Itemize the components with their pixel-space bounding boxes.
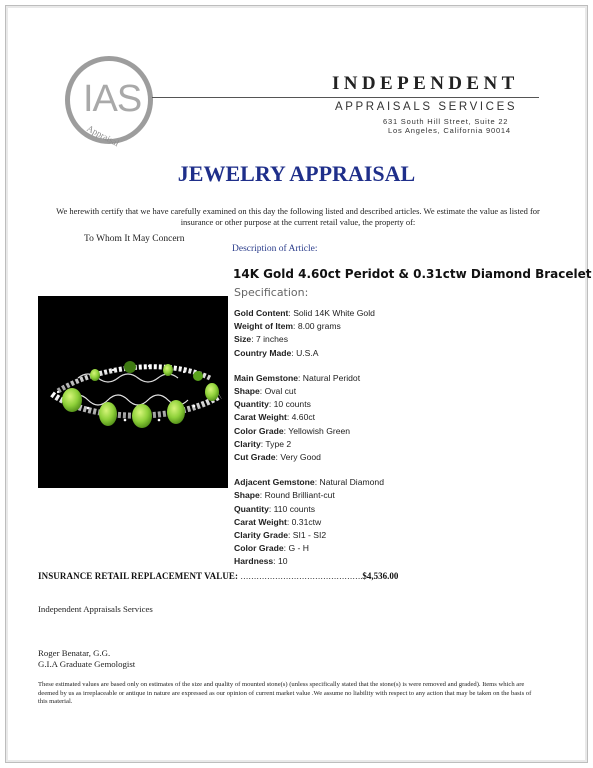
spec-value: : G - H <box>283 543 309 554</box>
spec-row <box>234 411 384 424</box>
company-name: INDEPENDENT <box>332 73 519 94</box>
spec-key: Clarity Grade <box>234 530 288 541</box>
spec-key: Clarity <box>234 438 261 449</box>
spec-row <box>234 398 384 411</box>
spec-key: Main Gemstone <box>234 372 298 383</box>
spec-key: Color Grade <box>234 543 284 554</box>
logo-subtext: Appraisal <box>85 123 121 149</box>
spec-key: Gold Content <box>234 308 289 318</box>
spec-key: Adjacent Gemstone <box>234 477 315 488</box>
spec-value: : 8.00 grams <box>293 321 341 332</box>
recipient: To Whom It May Concern <box>84 234 185 244</box>
insurance-label: INSURANCE RETAIL REPLACEMENT VALUE: <box>38 571 239 581</box>
insurance-value: $4,536.00 <box>362 571 399 581</box>
spec-row <box>234 307 384 320</box>
spec-row <box>234 347 384 360</box>
spec-key: Hardness <box>234 556 274 567</box>
spec-key: Shape <box>234 490 260 501</box>
insurance-dots: ………………………………………. <box>240 572 363 581</box>
footer-company: Independent Appraisals Services <box>38 604 153 614</box>
specification-label: Specification: <box>234 286 309 299</box>
spec-row <box>234 542 384 555</box>
spec-key: Quantity <box>234 399 269 410</box>
item-title: 14K Gold 4.60ct Peridot & 0.31ctw Diamond Bracelet <box>233 267 592 281</box>
signer-name: Roger Benatar, G.G. <box>38 648 111 658</box>
spec-row <box>234 320 384 333</box>
spec-key: Size <box>234 334 252 345</box>
spec-value: : U.S.A <box>291 347 319 358</box>
specifications <box>234 307 384 569</box>
spec-value: : 4.60ct <box>286 412 316 423</box>
spec-key: Color Grade <box>234 425 284 436</box>
disclaimer: These estimated values are based only on estimates of the size and quality of mounted stone(s) (unless specifically stated that the stone(s) is were removed and graded). Items which are deemed by us as irreplaceable or antique in nature are expressed as our opinion of current market value .We assume no liability with respect to any action that may be taken on the basis of this material. <box>38 681 532 706</box>
spec-row <box>234 372 384 385</box>
spec-row <box>234 529 384 542</box>
spec-key: Shape <box>234 386 260 397</box>
spec-value: : Yellowish Green <box>283 425 351 436</box>
spec-key: Cut Grade <box>234 452 276 463</box>
spec-value: : Type 2 <box>260 438 292 449</box>
spec-key: Weight of Item <box>234 321 294 332</box>
spec-value: : Natural Peridot <box>298 372 361 383</box>
spec-value: : SI1 - SI2 <box>287 530 327 541</box>
spec-row <box>234 385 384 398</box>
spec-row <box>234 503 384 516</box>
bracelet-photo <box>38 296 228 488</box>
spec-row <box>234 333 384 346</box>
spec-value: : 10 counts <box>268 399 311 410</box>
certification-text: We herewith certify that we have carefully examined on this day the following listed and described articles. We estimate the value as listed for insurance or other purpose at the current retail value, the property of: <box>56 206 540 227</box>
description-label: Description of Article: <box>232 244 318 254</box>
spec-key: Carat Weight <box>234 516 287 527</box>
spec-key: Quantity <box>234 503 269 514</box>
signer-title: G.I.A Graduate Gemologist <box>38 658 136 669</box>
spec-key: Country Made <box>234 347 292 358</box>
spec-row <box>234 489 384 502</box>
spec-row <box>234 451 384 464</box>
insurance-value-row <box>38 571 398 581</box>
spec-row <box>234 555 384 568</box>
spec-value: : Very Good <box>275 452 321 463</box>
document-title: JEWELRY APPRAISAL <box>177 161 416 186</box>
bracelet-image <box>38 296 228 488</box>
spec-value: : 7 inches <box>251 334 288 345</box>
spec-row <box>234 476 384 489</box>
spec-value: : Natural Diamond <box>314 477 384 488</box>
signer-block <box>38 648 135 669</box>
spec-value: : Oval cut <box>259 386 297 397</box>
spec-row <box>234 516 384 529</box>
spec-value: : 10 <box>273 556 288 567</box>
spec-row <box>234 425 384 438</box>
spec-key: Carat Weight <box>234 412 287 423</box>
company-subtitle: APPRAISALS SERVICES <box>335 101 518 113</box>
spec-value: : 110 counts <box>268 503 316 514</box>
logo-letters: IAS <box>83 78 142 120</box>
spec-row <box>234 438 384 451</box>
spec-value: : Round Brilliant-cut <box>259 490 335 501</box>
spec-value: : Solid 14K White Gold <box>288 308 375 318</box>
spec-value: : 0.31ctw <box>286 516 322 527</box>
address-line-2: Los Angeles, California 90014 <box>388 126 511 135</box>
header-divider <box>152 97 539 98</box>
address-line-1: 631 South Hill Street, Suite 22 <box>383 117 509 126</box>
